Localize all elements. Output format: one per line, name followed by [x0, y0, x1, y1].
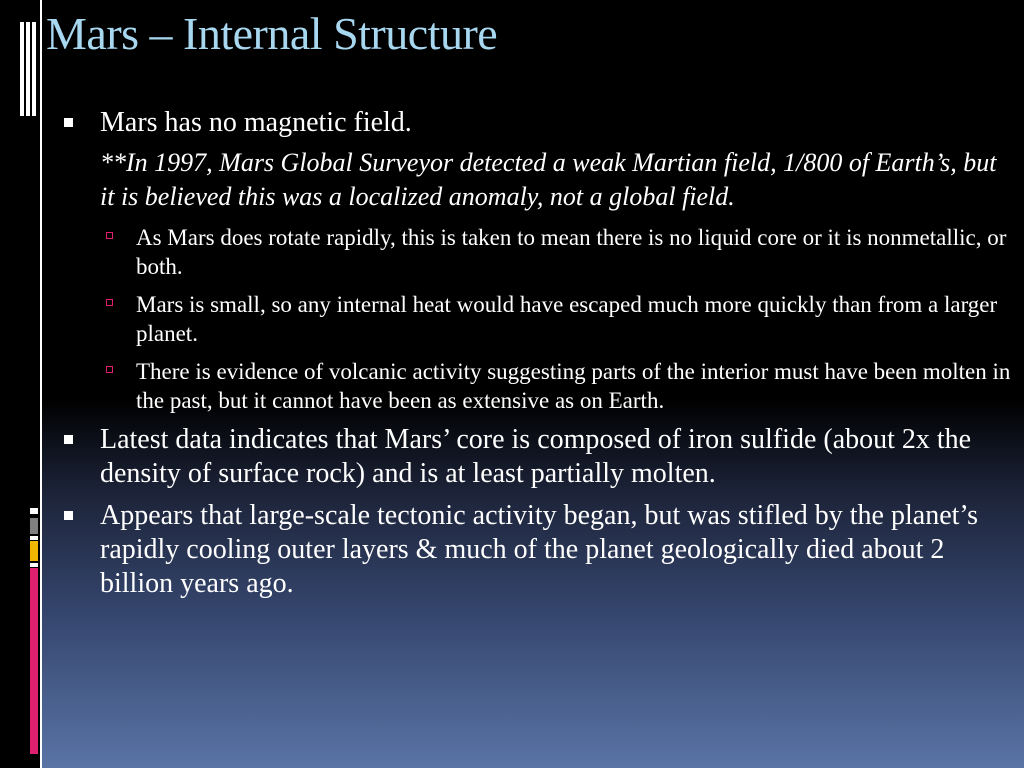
bullet-core-composition: [62, 423, 1012, 491]
slide-content: [62, 106, 1012, 601]
bullet-text: Appears that large-scale tectonic activity began, but was stifled by the planet’s rapidly cooling outer layers & much of the planet geologically died about 2 billion years ago.: [100, 500, 979, 599]
bullet-magnetic-field: [62, 106, 1012, 140]
deco-block: [30, 536, 38, 540]
deco-block: [30, 541, 38, 561]
deco-block: [30, 563, 38, 567]
slide-title: Mars – Internal Structure: [46, 8, 498, 59]
bullet-text: Mars has no magnetic field.: [100, 107, 412, 138]
deco-stripe: [20, 22, 24, 116]
deco-stripe: [26, 22, 30, 116]
sub-bullet: [62, 290, 1012, 348]
hollow-square-bullet-icon: [106, 232, 113, 239]
deco-block: [30, 568, 38, 754]
sub-bullet: [62, 223, 1012, 281]
deco-stripe: [32, 22, 36, 116]
sub-bullet-text: As Mars does rotate rapidly, this is taken to mean there is no liquid core or it is nonmetallic, or both.: [136, 225, 1007, 279]
square-bullet-icon: [64, 435, 73, 444]
sub-bullet-text: Mars is small, so any internal heat would have escaped much more quickly than from a larger planet.: [136, 292, 998, 346]
bullet-text: Latest data indicates that Mars’ core is composed of iron sulfide (about 2x the density of surface rock) and is at least partially molten.: [100, 424, 972, 489]
hollow-square-bullet-icon: [106, 366, 113, 373]
deco-block: [30, 508, 38, 514]
sub-bullet-text: There is evidence of volcanic activity suggesting parts of the interior must have been molten in the past, but it cannot have been as extensive as on Earth.: [136, 359, 1011, 413]
hollow-square-bullet-icon: [106, 299, 113, 306]
square-bullet-icon: [64, 118, 73, 127]
left-bar-edge: [40, 0, 42, 768]
deco-block: [30, 518, 38, 534]
bullet-tectonic-activity: [62, 499, 1012, 601]
square-bullet-icon: [64, 511, 73, 520]
sub-bullet: [62, 357, 1012, 415]
italic-note: **In 1997, Mars Global Surveyor detected a weak Martian field, 1/800 of Earth’s, but it is believed this was a localized anomaly, not a global field.: [100, 148, 997, 211]
